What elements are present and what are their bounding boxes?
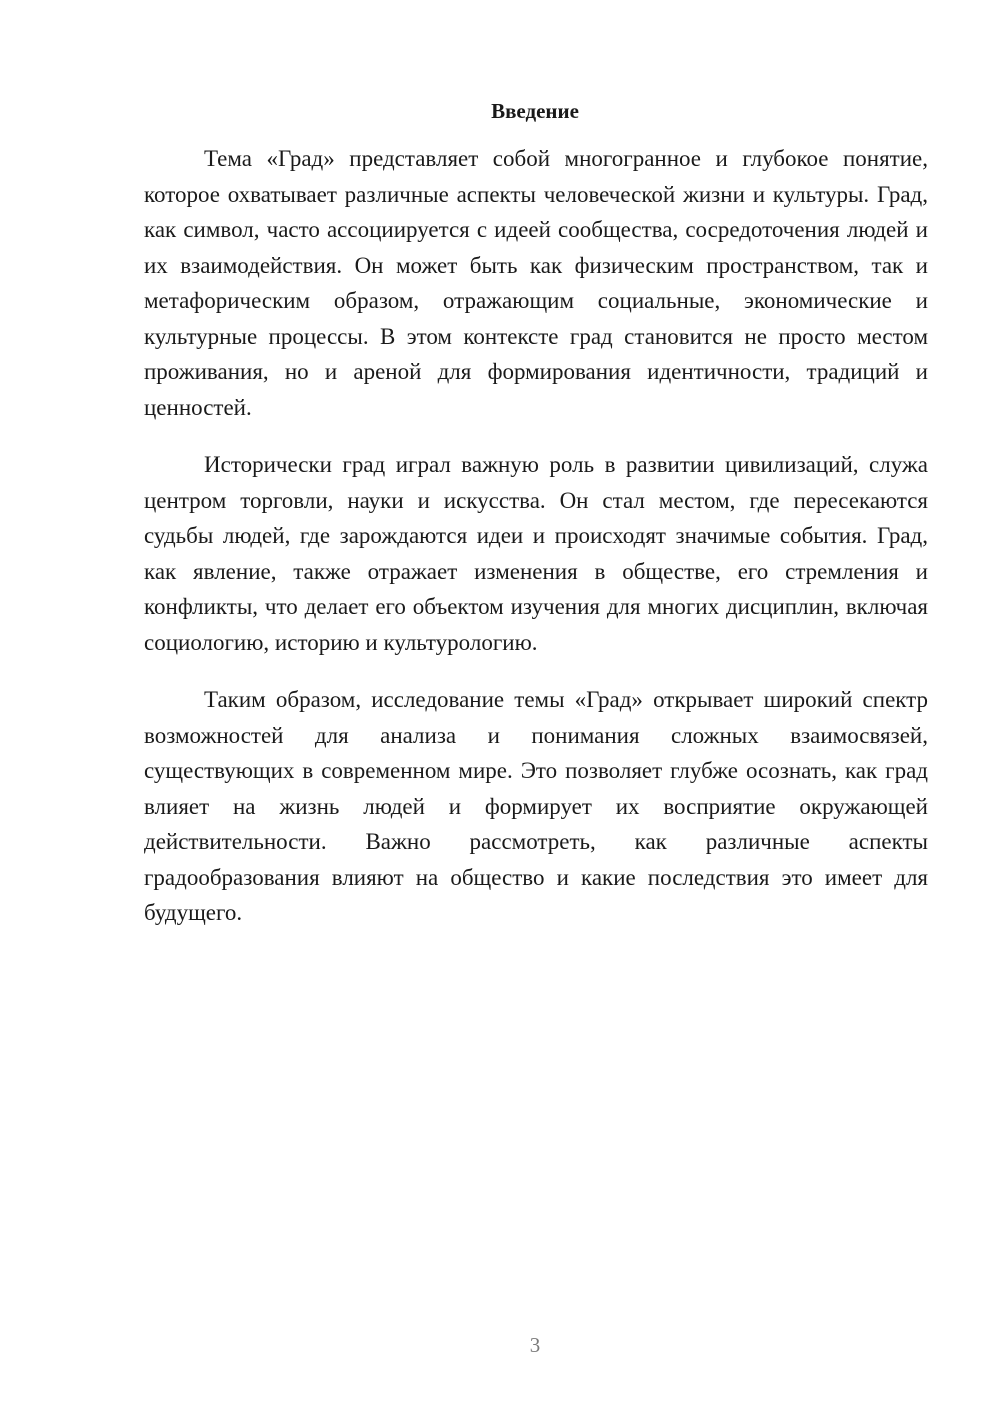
paragraph-1: Тема «Град» представляет собой многогранное и глубокое понятие, которое охватывает различные аспекты человеческой жизни и культуры. Град, как символ, часто ассоциируется с идеей сообщества, сосредоточения людей и их взаимодействия. Он может быть как физическим пространством, так и метафорическим образом, отражающим социальные, экономические и культурные процессы. В этом контексте град становится не просто местом проживания, но и ареной для формирования идентичности, традиций и ценностей. <box>144 146 928 420</box>
paragraph-2: Исторически град играл важную роль в развитии цивилизаций, служа центром торговли, науки и искусства. Он стал местом, где пересекаются судьбы людей, где зарождаются идеи и происходят значимые события. Град, как явление, также отражает изменения в обществе, его стремления и конфликты, что делает его объектом изучения для многих дисциплин, включая социологию, историю и культурологию. <box>144 452 928 655</box>
page-number: 3 <box>529 1333 541 1357</box>
paragraph-3: Таким образом, исследование темы «Град» открывает широкий спектр возможностей для анализа и понимания сложных взаимосвязей, существующих в современном мире. Это позволяет глубже осознать, как град влияет на жизнь людей и формирует их восприятие окружающей действительности. Важно рассмотреть, как различные аспекты градообразования влияют на общество и какие последствия это имеет для будущего. <box>144 687 928 925</box>
body-text <box>144 141 928 953</box>
section-heading: Введение <box>491 99 579 123</box>
